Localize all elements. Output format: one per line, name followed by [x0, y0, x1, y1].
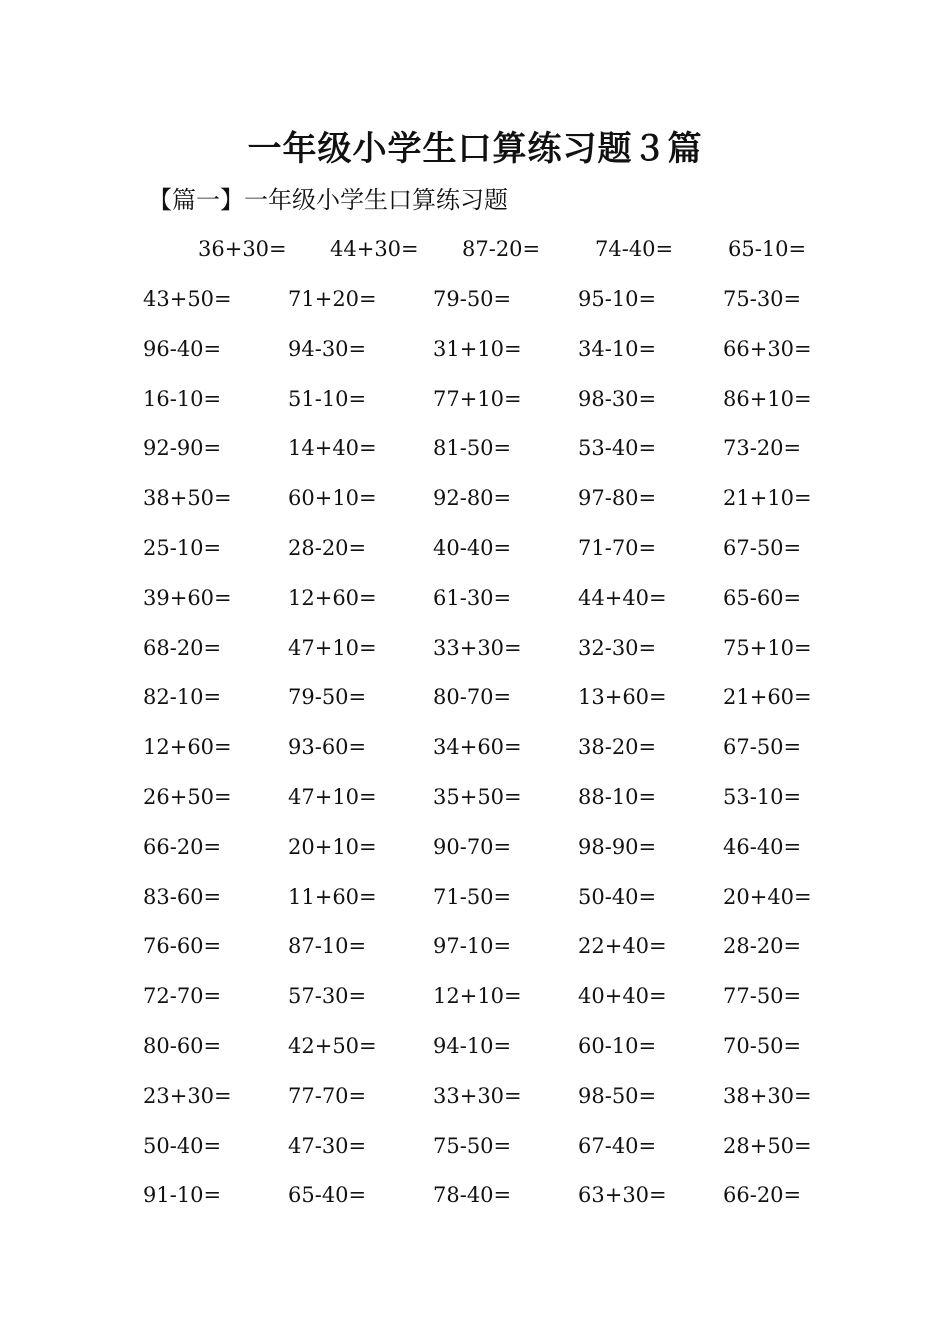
arithmetic-problem: 16-10= — [143, 387, 222, 411]
problem-row — [0, 583, 950, 613]
arithmetic-problem: 47+10= — [288, 636, 377, 660]
arithmetic-problem: 61-30= — [433, 586, 512, 610]
problem-row — [0, 1180, 950, 1210]
arithmetic-problem: 98-90= — [578, 835, 657, 859]
arithmetic-problem: 68-20= — [143, 636, 222, 660]
arithmetic-problem: 97-10= — [433, 934, 512, 958]
arithmetic-problem: 94-10= — [433, 1034, 512, 1058]
arithmetic-problem: 92-90= — [143, 436, 222, 460]
arithmetic-problem: 72-70= — [143, 984, 222, 1008]
problem-row — [0, 882, 950, 912]
arithmetic-problem: 44+40= — [578, 586, 667, 610]
arithmetic-problem: 83-60= — [143, 885, 222, 909]
arithmetic-problem: 13+60= — [578, 685, 667, 709]
arithmetic-problem: 12+60= — [143, 735, 232, 759]
arithmetic-problem: 97-80= — [578, 486, 657, 510]
problem-row — [0, 633, 950, 663]
arithmetic-problem: 53-10= — [723, 785, 802, 809]
arithmetic-problem: 20+10= — [288, 835, 377, 859]
arithmetic-problem: 67-40= — [578, 1134, 657, 1158]
arithmetic-problem: 78-40= — [433, 1183, 512, 1207]
arithmetic-problem: 34+60= — [433, 735, 522, 759]
arithmetic-problem: 50-40= — [143, 1134, 222, 1158]
arithmetic-problem: 28+50= — [723, 1134, 812, 1158]
arithmetic-problem: 70-50= — [723, 1034, 802, 1058]
problem-row — [0, 1031, 950, 1061]
arithmetic-problem: 32-30= — [578, 636, 657, 660]
arithmetic-problem: 75-50= — [433, 1134, 512, 1158]
arithmetic-problem: 34-10= — [578, 337, 657, 361]
arithmetic-problem: 40+40= — [578, 984, 667, 1008]
arithmetic-problem: 79-50= — [288, 685, 367, 709]
arithmetic-problem: 75-30= — [723, 287, 802, 311]
arithmetic-problem: 12+10= — [433, 984, 522, 1008]
arithmetic-problem: 14+40= — [288, 436, 377, 460]
arithmetic-problem: 28-20= — [723, 934, 802, 958]
problem-row — [0, 931, 950, 961]
arithmetic-problem: 82-10= — [143, 685, 222, 709]
arithmetic-problem: 44+30= — [330, 237, 419, 261]
problem-row — [0, 284, 950, 314]
arithmetic-problem: 77-70= — [288, 1084, 367, 1108]
arithmetic-problem: 65-60= — [723, 586, 802, 610]
arithmetic-problem: 87-20= — [462, 237, 541, 261]
document-title: 一年级小学生口算练习题３篇 — [247, 129, 703, 169]
arithmetic-problem: 63+30= — [578, 1183, 667, 1207]
arithmetic-problem: 21+10= — [723, 486, 812, 510]
arithmetic-problem: 22+40= — [578, 934, 667, 958]
arithmetic-problem: 46-40= — [723, 835, 802, 859]
problem-row — [0, 981, 950, 1011]
arithmetic-problem: 95-10= — [578, 287, 657, 311]
problem-row — [0, 334, 950, 364]
arithmetic-problem: 25-10= — [143, 536, 222, 560]
arithmetic-problem: 47+10= — [288, 785, 377, 809]
arithmetic-problem: 88-10= — [578, 785, 657, 809]
arithmetic-problem: 76-60= — [143, 934, 222, 958]
arithmetic-problem: 11+60= — [288, 885, 377, 909]
problem-row — [0, 1131, 950, 1161]
arithmetic-problem: 98-30= — [578, 387, 657, 411]
arithmetic-problem: 67-50= — [723, 536, 802, 560]
arithmetic-problem: 23+30= — [143, 1084, 232, 1108]
arithmetic-problem: 35+50= — [433, 785, 522, 809]
arithmetic-problem: 65-10= — [728, 237, 807, 261]
arithmetic-problem: 26+50= — [143, 785, 232, 809]
arithmetic-problem: 90-70= — [433, 835, 512, 859]
arithmetic-problem: 96-40= — [143, 337, 222, 361]
arithmetic-problem: 66-20= — [723, 1183, 802, 1207]
arithmetic-problem: 65-40= — [288, 1183, 367, 1207]
arithmetic-problem: 80-60= — [143, 1034, 222, 1058]
arithmetic-problem: 20+40= — [723, 885, 812, 909]
arithmetic-problem: 50-40= — [578, 885, 657, 909]
problem-row — [0, 384, 950, 414]
arithmetic-problem: 60-10= — [578, 1034, 657, 1058]
arithmetic-problem: 71+20= — [288, 287, 377, 311]
arithmetic-problem: 71-50= — [433, 885, 512, 909]
problem-row — [0, 782, 950, 812]
arithmetic-problem: 40-40= — [433, 536, 512, 560]
section-heading: 【篇一】一年级小学生口算练习题 — [148, 186, 508, 214]
arithmetic-problem: 92-80= — [433, 486, 512, 510]
arithmetic-problem: 91-10= — [143, 1183, 222, 1207]
arithmetic-problem: 74-40= — [595, 237, 674, 261]
problem-row — [0, 483, 950, 513]
arithmetic-problem: 66-20= — [143, 835, 222, 859]
arithmetic-problem: 51-10= — [288, 387, 367, 411]
arithmetic-problem: 39+60= — [143, 586, 232, 610]
arithmetic-problem: 57-30= — [288, 984, 367, 1008]
problem-row — [0, 533, 950, 563]
problem-row — [0, 832, 950, 862]
arithmetic-problem: 33+30= — [433, 1084, 522, 1108]
arithmetic-problem: 28-20= — [288, 536, 367, 560]
arithmetic-problem: 79-50= — [433, 287, 512, 311]
arithmetic-problem: 87-10= — [288, 934, 367, 958]
arithmetic-problem: 75+10= — [723, 636, 812, 660]
arithmetic-problem: 94-30= — [288, 337, 367, 361]
arithmetic-problem: 31+10= — [433, 337, 522, 361]
arithmetic-problem: 81-50= — [433, 436, 512, 460]
problem-row — [0, 682, 950, 712]
arithmetic-problem: 73-20= — [723, 436, 802, 460]
arithmetic-problem: 42+50= — [288, 1034, 377, 1058]
problem-row — [0, 433, 950, 463]
problem-row — [0, 234, 950, 264]
arithmetic-problem: 43+50= — [143, 287, 232, 311]
arithmetic-problem: 67-50= — [723, 735, 802, 759]
arithmetic-problem: 47-30= — [288, 1134, 367, 1158]
arithmetic-problem: 98-50= — [578, 1084, 657, 1108]
arithmetic-problem: 77+10= — [433, 387, 522, 411]
arithmetic-problem: 21+60= — [723, 685, 812, 709]
arithmetic-problem: 77-50= — [723, 984, 802, 1008]
arithmetic-problem: 86+10= — [723, 387, 812, 411]
arithmetic-problem: 12+60= — [288, 586, 377, 610]
arithmetic-problem: 53-40= — [578, 436, 657, 460]
problem-row — [0, 1081, 950, 1111]
arithmetic-problem: 38-20= — [578, 735, 657, 759]
arithmetic-problem: 36+30= — [198, 237, 287, 261]
arithmetic-problem: 60+10= — [288, 486, 377, 510]
arithmetic-problem: 80-70= — [433, 685, 512, 709]
arithmetic-problem: 38+50= — [143, 486, 232, 510]
arithmetic-problem: 93-60= — [288, 735, 367, 759]
arithmetic-problem: 38+30= — [723, 1084, 812, 1108]
problem-row — [0, 732, 950, 762]
arithmetic-problem: 71-70= — [578, 536, 657, 560]
arithmetic-problem: 66+30= — [723, 337, 812, 361]
arithmetic-problem: 33+30= — [433, 636, 522, 660]
